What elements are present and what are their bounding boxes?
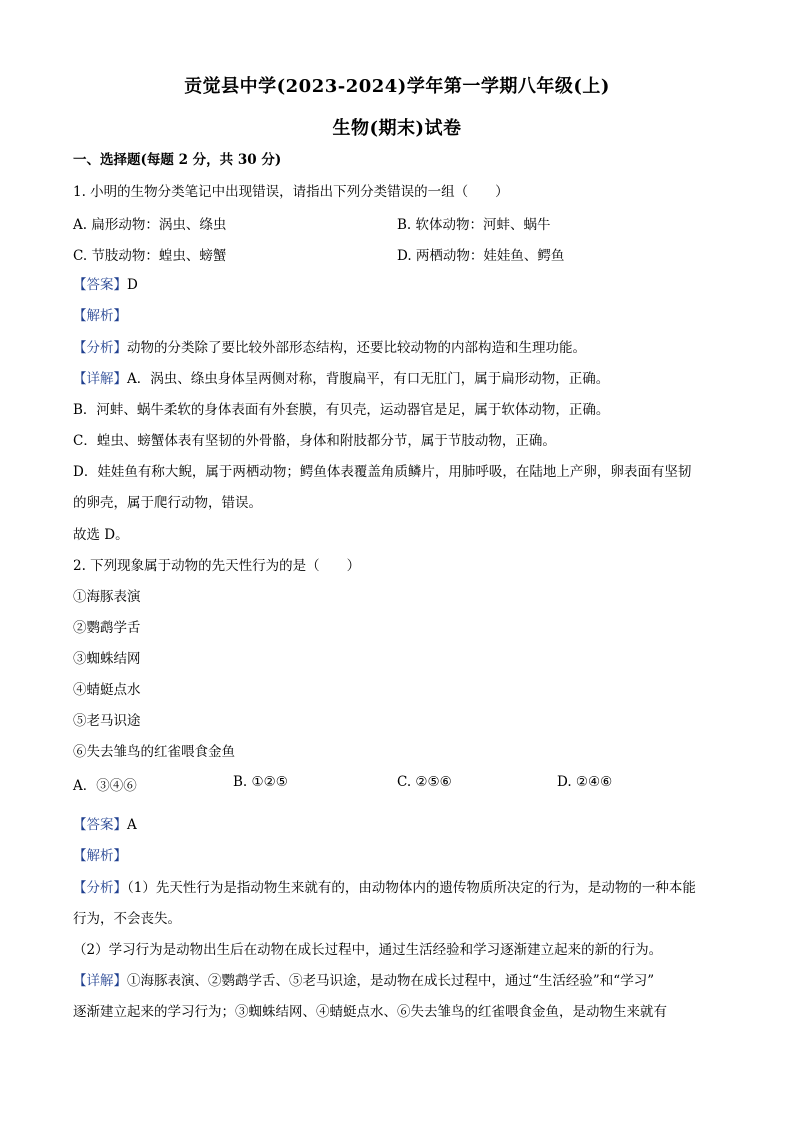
q1-option-d: D. 两栖动物：娃娃鱼、鳄鱼 bbox=[397, 248, 565, 264]
q2-xiangjie bbox=[73, 971, 723, 991]
q1-line-d2: 的卵壳，属于爬行动物，错误。 bbox=[73, 495, 262, 511]
q1-answer bbox=[73, 275, 723, 295]
fenxi-text: （1）先天性行为是指动物生来就有的，由动物体内的遗传物质所决定的行为，是动物的一种本能 bbox=[127, 880, 696, 896]
q1-option-a: A. 扁形动物：涡虫、绦虫 bbox=[73, 217, 227, 233]
q1-fenxi bbox=[73, 338, 723, 358]
q2-option-d: D. ②④⑥ bbox=[557, 774, 613, 790]
q1-conclusion: 故选 D。 bbox=[73, 527, 129, 543]
q2-jiexi bbox=[73, 846, 723, 866]
q2-option-b: B. ①②⑤ bbox=[233, 774, 288, 790]
q2-item: ④蜻蜓点水 bbox=[73, 682, 141, 698]
q2-xiangjie-line2: 逐渐建立起来的学习行为；③蜘蛛结网、④蜻蜓点水、⑥失去雏鸟的红雀喂食金鱼，是动物生来就有 bbox=[73, 1004, 667, 1020]
q2-fenxi-line2: 行为，不会丧失。 bbox=[73, 911, 181, 927]
xiangjie-text: ①海豚表演、②鹦鹉学舌、⑤老马识途，是动物在成长过程中，通过“生活经验”和“学习” bbox=[127, 973, 655, 989]
q2-answer bbox=[73, 815, 723, 835]
q1-line-c: C．蝗虫、螃蟹体表有坚韧的外骨骼，身体和附肢都分节，属于节肢动物，正确。 bbox=[73, 433, 556, 449]
q1-option-c: C. 节肢动物：蝗虫、螃蟹 bbox=[73, 248, 227, 264]
q1-jiexi bbox=[73, 306, 723, 326]
xiangjie-tag: 【详解】 bbox=[73, 371, 127, 387]
jiexi-tag: 【解析】 bbox=[73, 848, 127, 864]
exam-title: 贡觉县中学(2023-2024)学年第一学期八年级(上) bbox=[184, 76, 610, 97]
q1-option-b: B. 软体动物：河蚌、蜗牛 bbox=[397, 217, 551, 233]
xiangjie-text: A．涡虫、绦虫身体呈两侧对称，背腹扁平，有口无肛门，属于扁形动物，正确。 bbox=[127, 371, 610, 387]
q2-item: ③蜘蛛结网 bbox=[73, 651, 141, 667]
q2-option-a: A．③④⑥ bbox=[73, 778, 137, 794]
q1-line-b: B．河蚌、蜗牛柔软的身体表面有外套膜，有贝壳，运动器官是足，属于软体动物，正确。 bbox=[73, 402, 610, 418]
q2-stem: 2. 下列现象属于动物的先天性行为的是（ ） bbox=[73, 558, 361, 574]
q2-fenxi-line3: （2）学习行为是动物出生后在动物在成长过程中，通过生活经验和学习逐渐建立起来的新的行为。 bbox=[73, 942, 663, 958]
q2-item: ⑤老马识途 bbox=[73, 713, 141, 729]
answer-tag: 【答案】 bbox=[73, 277, 127, 293]
fenxi-text: 动物的分类除了要比较外部形态结构，还要比较动物的内部构造和生理功能。 bbox=[127, 340, 586, 356]
q1-xiangjie bbox=[73, 369, 723, 389]
fenxi-tag: 【分析】 bbox=[73, 340, 127, 356]
q2-item: ②鹦鹉学舌 bbox=[73, 620, 141, 636]
q2-item: ⑥失去雏鸟的红雀喂食金鱼 bbox=[73, 744, 235, 760]
jiexi-tag: 【解析】 bbox=[73, 308, 127, 324]
xiangjie-tag: 【详解】 bbox=[73, 973, 127, 989]
q2-fenxi bbox=[73, 878, 723, 898]
fenxi-tag: 【分析】 bbox=[73, 880, 127, 896]
exam-subtitle: 生物(期末)试卷 bbox=[332, 118, 462, 139]
q2-item: ①海豚表演 bbox=[73, 589, 141, 605]
q1-line-d1: D．娃娃鱼有称大鲵，属于两栖动物；鳄鱼体表覆盖角质鳞片，用肺呼吸，在陆地上产卵，卵表面有坚韧 bbox=[73, 464, 692, 480]
q2-option-c: C. ②⑤⑥ bbox=[397, 774, 452, 790]
answer-value: A bbox=[127, 817, 137, 833]
q1-stem: 1. 小明的生物分类笔记中出现错误，请指出下列分类错误的一组（ ） bbox=[73, 184, 509, 200]
section-heading: 一、选择题(每题 2 分，共 30 分) bbox=[73, 152, 282, 168]
answer-value: D bbox=[127, 277, 138, 293]
answer-tag: 【答案】 bbox=[73, 817, 127, 833]
